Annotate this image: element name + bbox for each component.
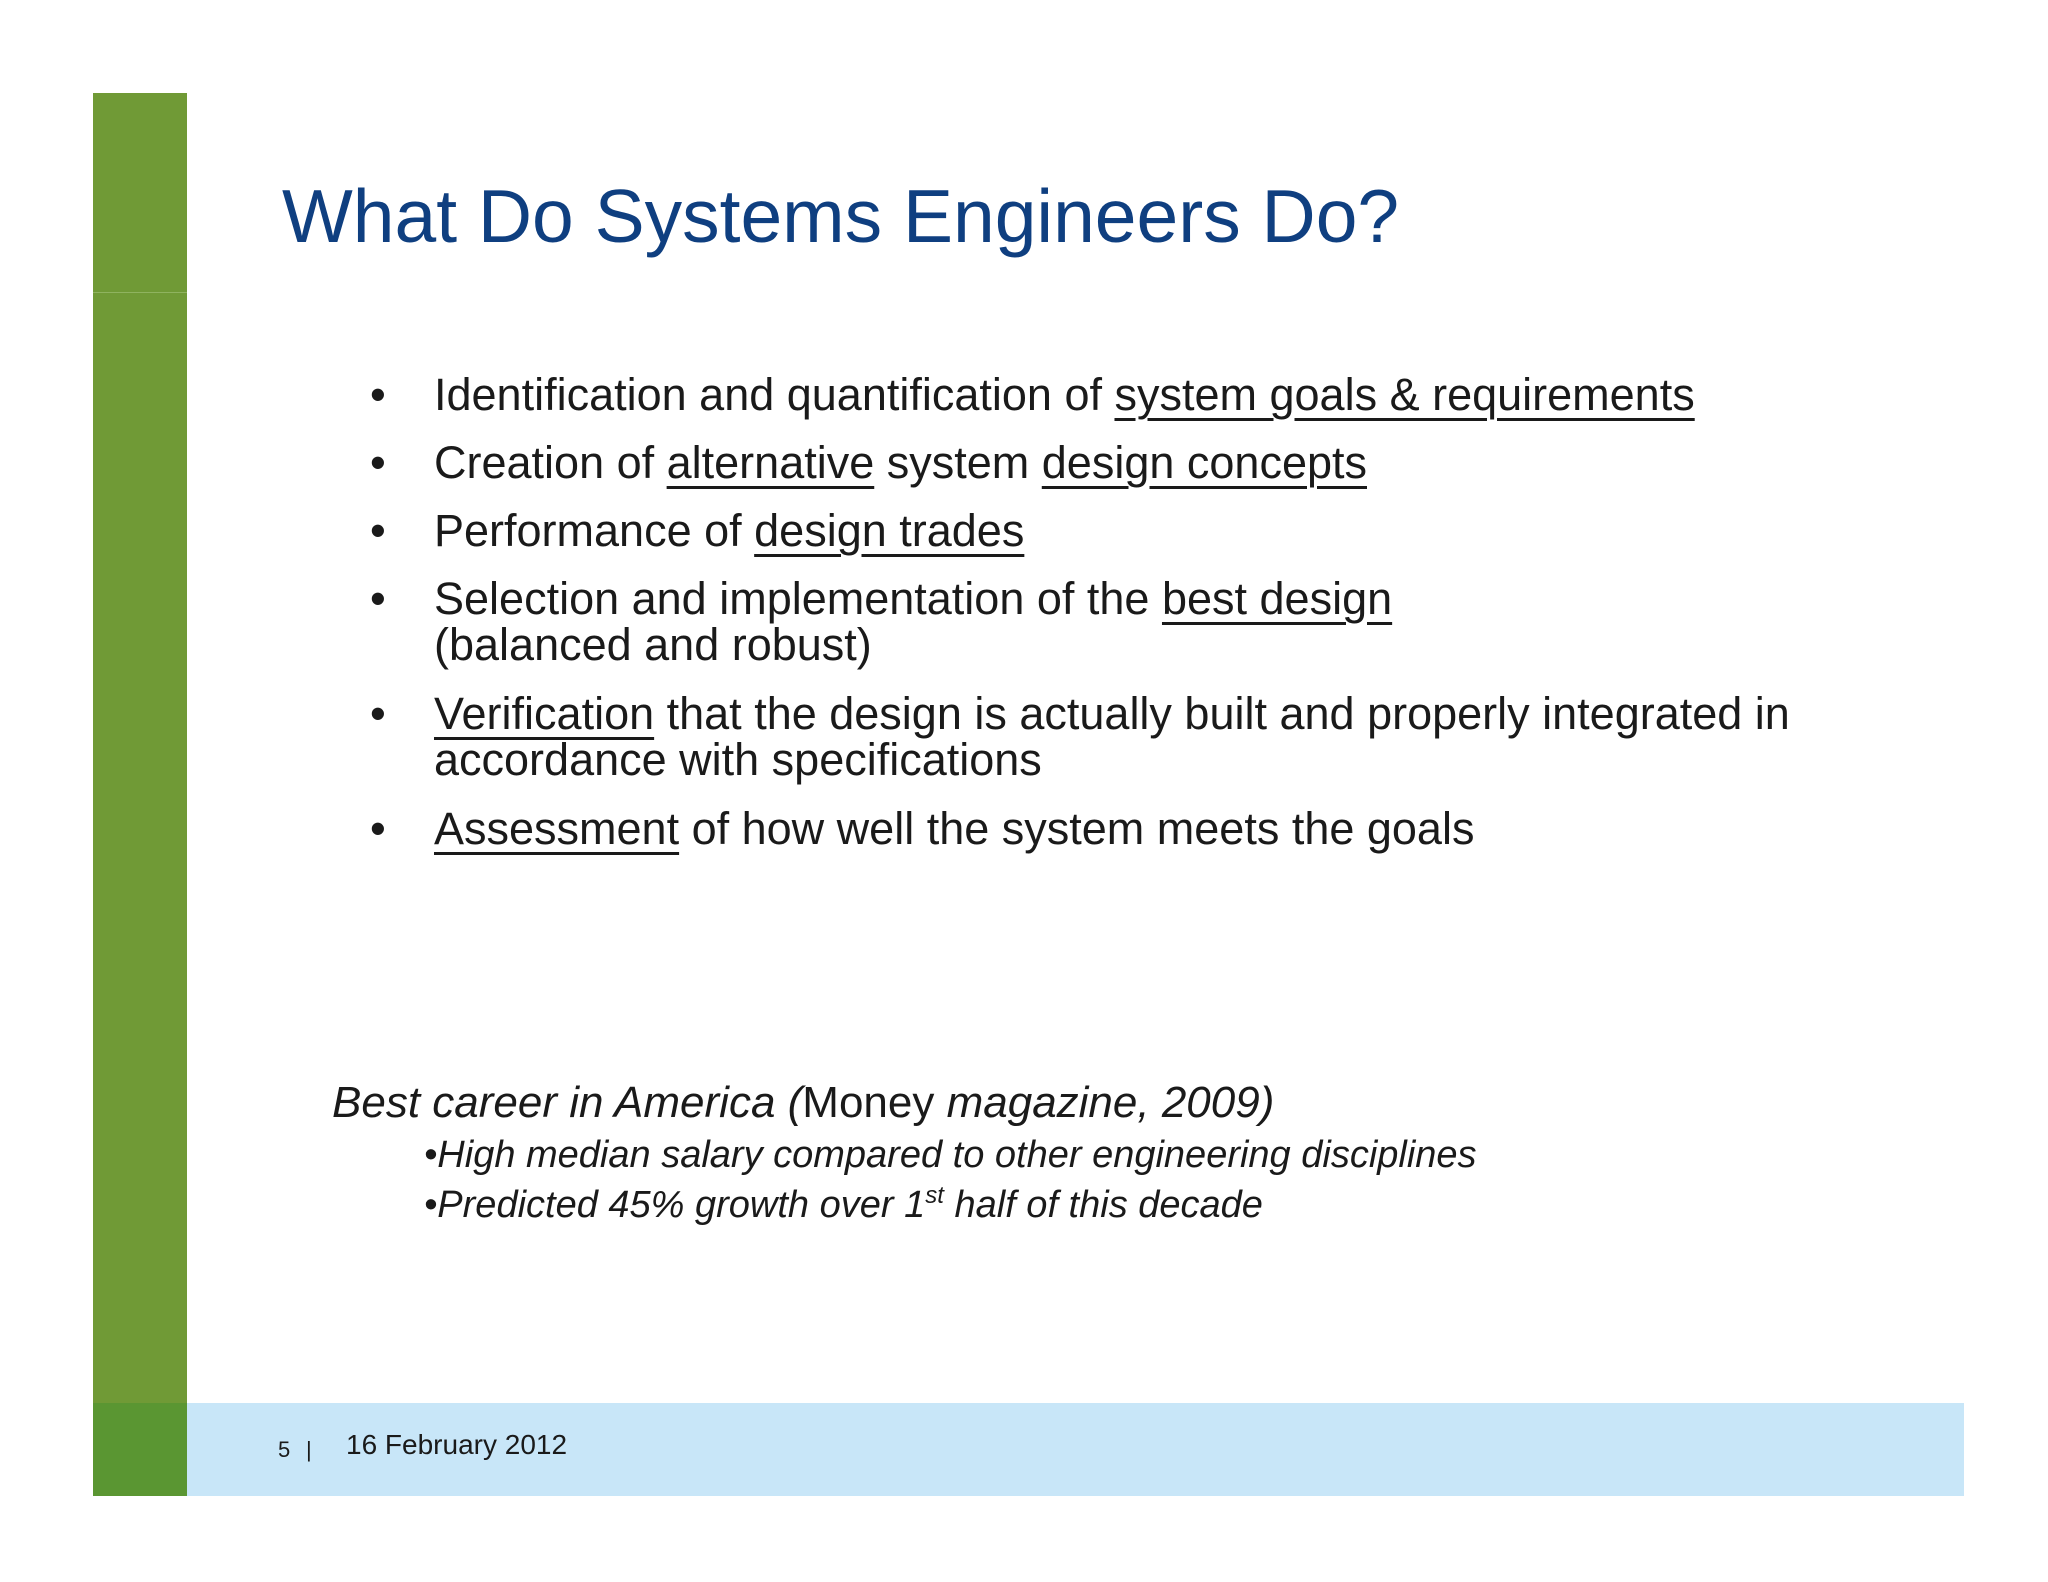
bullet-dot: • — [370, 688, 386, 739]
bullet-text: Creation of — [434, 437, 667, 488]
bullet-item — [370, 688, 1890, 785]
bullet-item — [370, 803, 1890, 854]
bullet-text: of how well the system meets the goals — [679, 803, 1475, 854]
bullet-emphasis: design trades — [754, 505, 1025, 556]
bullet-item — [370, 573, 1890, 670]
career-point-text: •Predicted 45% growth over 1 — [424, 1184, 926, 1226]
bullet-item — [370, 437, 1890, 488]
bullet-dot: • — [370, 437, 386, 488]
page-number: 5 — [278, 1437, 291, 1462]
bullet-emphasis: Verification — [434, 688, 655, 739]
footer-separator: | — [306, 1437, 312, 1462]
career-heading-plain: Money — [802, 1078, 947, 1127]
career-heading — [332, 1076, 1732, 1130]
bullet-text: Performance of — [434, 505, 755, 556]
bullet-dot: • — [370, 505, 386, 556]
bullet-dot: • — [370, 803, 386, 854]
ordinal-superscript: st — [925, 1182, 944, 1209]
bullet-emphasis: alternative — [666, 437, 875, 488]
career-point — [332, 1180, 1732, 1230]
bullet-text-continued: accordance with specifications — [434, 734, 1042, 785]
footer-corner-block — [93, 1403, 187, 1496]
footer-date: 16 February 2012 — [346, 1429, 568, 1460]
bullet-emphasis: Assessment — [434, 803, 680, 854]
bullet-text: Selection and implementation of the — [434, 573, 1162, 624]
bullet-item — [370, 505, 1890, 556]
bullet-emphasis: system goals & requirements — [1114, 369, 1695, 420]
career-point-text: half of this decade — [943, 1184, 1263, 1226]
career-heading-italic: magazine, 2009) — [946, 1078, 1275, 1127]
bullet-emphasis: best design — [1161, 573, 1393, 624]
career-note — [332, 1076, 1732, 1230]
green-side-bar — [93, 93, 187, 1496]
bullet-emphasis: design concepts — [1041, 437, 1367, 488]
bullet-item — [370, 369, 1890, 420]
bullet-text: Identification and quantification of — [434, 369, 1115, 420]
bullet-list — [370, 369, 1890, 874]
slide-title: What Do Systems Engineers Do? — [282, 174, 1400, 258]
bullet-text: system — [874, 437, 1042, 488]
bullet-text: that the design is actually built and properly integrated in — [654, 688, 1790, 739]
side-bar-divider — [93, 292, 187, 293]
bullet-dot: • — [370, 573, 386, 624]
bullet-text-continued: (balanced and robust) — [434, 619, 872, 670]
bullet-dot: • — [370, 369, 386, 420]
career-point: •High median salary compared to other engineering disciplines — [424, 1134, 1477, 1176]
career-heading-italic: Best career in America ( — [332, 1078, 803, 1127]
